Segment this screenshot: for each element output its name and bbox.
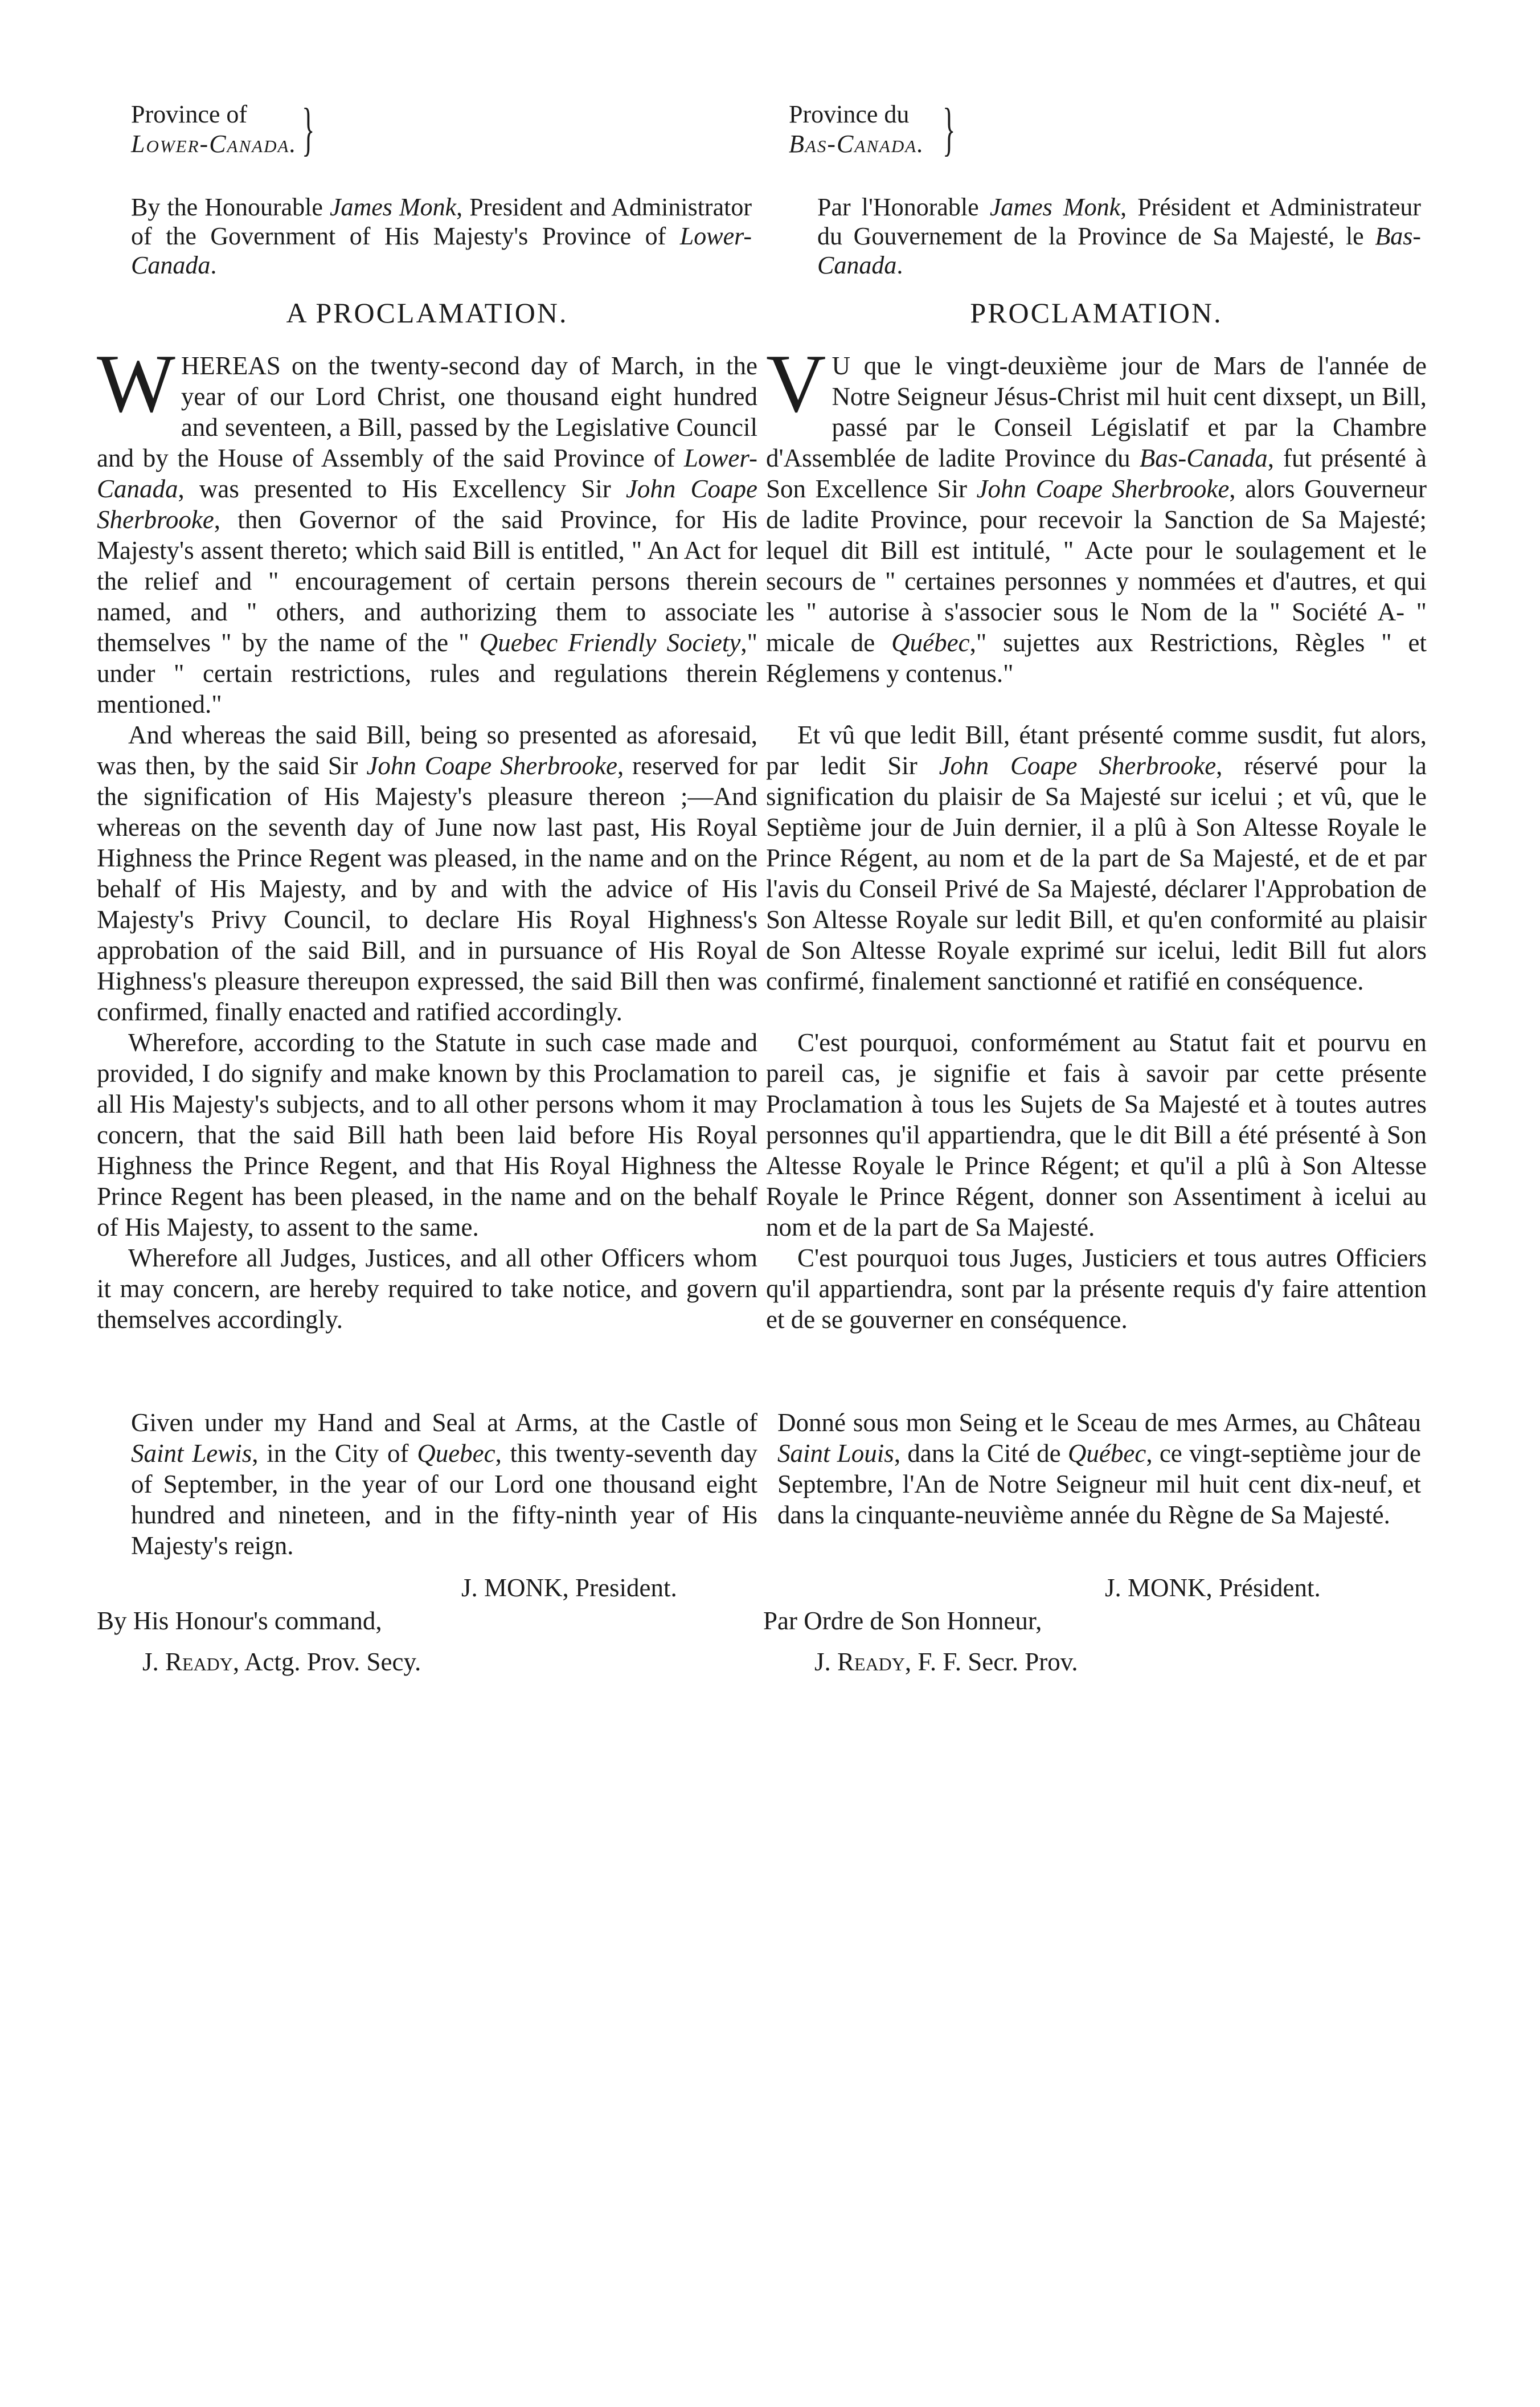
- authority-name: James Monk: [989, 193, 1121, 221]
- text: HEREAS on the twenty-second day of March, in the year of our Lord Christ, one thousand eight hundred and seventeen, a Bill, passed by the Legislative Council and by the House of Assembly of the said Province of: [97, 352, 757, 472]
- signature: J. MONK, Président.: [1105, 1574, 1321, 1602]
- proclamation-body: [97, 337, 757, 1335]
- text: ," under " certain restrictions, rules and regulations therein mentioned.": [97, 628, 757, 718]
- paragraph-2: [766, 720, 1427, 996]
- text: John Coape Sherbrooke: [939, 751, 1217, 780]
- text: , dans la Cité de: [894, 1439, 1068, 1468]
- text: , Actg. Prov. Secy.: [232, 1648, 421, 1676]
- text: Quebec Friendly Society: [479, 628, 741, 657]
- text: Quebec: [417, 1439, 495, 1468]
- text: John Coape Sherbrooke: [366, 751, 617, 780]
- text: And whereas the said Bill, being so presented as aforesaid, was then, by the said Sir: [97, 721, 757, 780]
- text: Ready: [837, 1648, 905, 1676]
- province-name: Bas-Canada.: [789, 130, 925, 158]
- text: Et vû que ledit Bill, étant présenté comme susdit, fut alors, par ledit Sir: [766, 721, 1427, 780]
- authority-province: Bas-Canada: [817, 222, 1421, 279]
- authority-text: , President and Administrator of the Government of His Majesty's Province of: [131, 193, 752, 250]
- text: J.: [142, 1648, 166, 1676]
- province-name: Lower-Canada.: [131, 130, 297, 158]
- text: , F. F. Secr. Prov.: [904, 1648, 1078, 1676]
- text: Lower-Canada: [97, 444, 757, 503]
- authority-text: , Président et Administrateur du Gouvernement de la Province de Sa Majesté, le: [817, 193, 1422, 250]
- paragraph-4: Wherefore all Judges, Justices, and all other Officers whom it may concern, are hereby required to take notice, and govern themselves accordingly.: [97, 1244, 757, 1334]
- text: , ce vingt-septième jour de Septembre, l'An de Notre Seigneur mil huit cent dix-neuf, et dans la cinquante-neuvième année du Règne de Sa Majesté.: [777, 1439, 1421, 1529]
- text: John Coape Sherbrooke: [97, 475, 757, 534]
- province-of-label: Province of: [131, 100, 248, 128]
- text: Given under my Hand and Seal at Arms, at the Castle of: [131, 1408, 757, 1437]
- text: , alors Gouverneur de ladite Province, pour recevoir la Sanction de Sa Majesté; lequel dit Bill est intitulé, " Acte pour le soulagement et le secours de " certaines personnes y nommées et d'autres, et qui les " autorise à s'associer sous le Nom de la " Société A- " micale de: [766, 475, 1427, 657]
- secretary-line: [814, 1646, 1078, 1677]
- authority-line: [817, 193, 1421, 280]
- given-under-clause: [131, 1407, 757, 1561]
- text: Donné sous mon Seing et le Sceau de mes Armes, au Château: [777, 1408, 1421, 1437]
- proclamation-title: PROCLAMATION.: [970, 297, 1223, 329]
- authority-text: .: [896, 251, 903, 279]
- text: Bas-Canada: [1139, 444, 1268, 472]
- command-line: By His Honour's command,: [97, 1607, 382, 1635]
- authority-province: Lower-Canada: [131, 222, 752, 279]
- text: ," sujettes aux Restrictions, Règles " et Réglemens y contenus.": [766, 628, 1427, 688]
- authority-name: James Monk: [329, 193, 457, 221]
- text: Québec: [891, 628, 970, 657]
- text: Saint Louis: [777, 1439, 894, 1468]
- text: , in the City of: [252, 1439, 417, 1468]
- text: J.: [814, 1648, 838, 1676]
- paragraph-1: [766, 337, 1427, 689]
- text: Québec: [1067, 1439, 1146, 1468]
- command-line: Par Ordre de Son Honneur,: [763, 1607, 1042, 1635]
- text: U que le vingt-deuxième jour de Mars de l'année de Notre Seigneur Jésus-Christ mil huit cent dixsept, un Bill, passé par le Conseil Législatif et par la Chambre d'Assemblée de ladite Province du: [766, 352, 1427, 472]
- paragraph-4: C'est pourquoi tous Juges, Justiciers et tous autres Officiers qu'il appartiendra, sont par la présente requis d'y faire attention et de se gouverner en conséquence.: [766, 1244, 1427, 1334]
- province-of-label: Province du: [789, 100, 910, 128]
- text: Ready: [165, 1648, 233, 1676]
- secretary-line: [142, 1646, 421, 1677]
- text: , then Governor of the said Province, for His Majesty's assent thereto; which said Bill is entitled, " An Act for the relief and " encouragement of certain persons therein named, and " others, and authorizing them to associate themselves " by the name of the ": [97, 505, 757, 657]
- proclamation-body: [766, 337, 1427, 1335]
- text: , was presented to His Excellency Sir: [178, 475, 626, 503]
- text: John Coape Sherbrooke: [976, 475, 1230, 503]
- authority-line: [131, 193, 752, 280]
- paragraph-3: Wherefore, according to the Statute in such case made and provided, I do signify and make known by this Proclamation to all His Majesty's subjects, and to all other persons whom it may concern, that the said Bill hath been laid before His Royal Highness the Prince Regent, and that His Royal Highness the Prince Regent has been pleased, in the name and on the behalf of His Majesty, to assent to the same.: [97, 1028, 757, 1241]
- paragraph-2: [97, 720, 757, 1027]
- authority-text: By the Honourable: [131, 193, 330, 221]
- signature: J. MONK, President.: [461, 1574, 677, 1602]
- given-under-clause: [777, 1407, 1421, 1530]
- drop-cap: W: [97, 337, 175, 430]
- brace-glyph: }: [943, 96, 956, 162]
- brace-glyph: }: [302, 96, 315, 162]
- authority-text: .: [210, 251, 217, 279]
- paragraph-1: [97, 337, 757, 720]
- drop-cap: V: [766, 337, 826, 430]
- text: , réservé pour la signification du plaisir de Sa Majesté sur icelui ; et vû, que le Septième jour de Juin dernier, il a plû à Son Altesse Royale le Prince Régent, au nom et de la part de Sa Majesté, et de et par l'avis du Conseil Privé de Sa Majesté, déclarer l'Approbation de Son Altesse Royale sur ledit Bill, et qu'en conformité au plaisir de Son Altesse Royale exprimé sur icelui, ledit Bill fut alors confirmé, finalement sanctionné et ratifié en conséquence.: [766, 751, 1427, 995]
- text: , fut présenté à Son Excellence Sir: [766, 444, 1427, 503]
- text: Saint Lewis: [131, 1439, 252, 1468]
- authority-text: Par l'Honorable: [817, 193, 990, 221]
- proclamation-title: A PROCLAMATION.: [286, 297, 568, 329]
- text: , this twenty-seventh day of September, in the year of our Lord one thousand eight hundred and nineteen, and in the fifty-ninth year of His Majesty's reign.: [131, 1439, 757, 1560]
- province-heading: [789, 96, 956, 162]
- province-heading: [131, 96, 315, 162]
- paragraph-3: C'est pourquoi, conformément au Statut fait et pourvu en pareil cas, je signifie et fais à savoir par cette présente Proclamation à tous les Sujets de Sa Majesté et à toutes autres personnes qu'il appartiendra, que le dit Bill a été présenté à Son Altesse Royale le Prince Régent; et qu'il a plû à Son Altesse Royale le Prince Régent, donner son Assentiment à icelui au nom et de la part de Sa Majesté.: [766, 1028, 1427, 1241]
- text: , reserved for the signification of His Majesty's pleasure thereon ;—And whereas on the seventh day of June now last past, His Royal Highness the Prince Regent was pleased, in the name and on the behalf of His Majesty, and by and with the advice of His Majesty's Privy Council, to declare His Royal Highness's approbation of the said Bill, and in pursuance of His Royal Highness's pleasure thereupon expressed, the said Bill then was confirmed, finally enacted and ratified accordingly.: [97, 751, 757, 1026]
